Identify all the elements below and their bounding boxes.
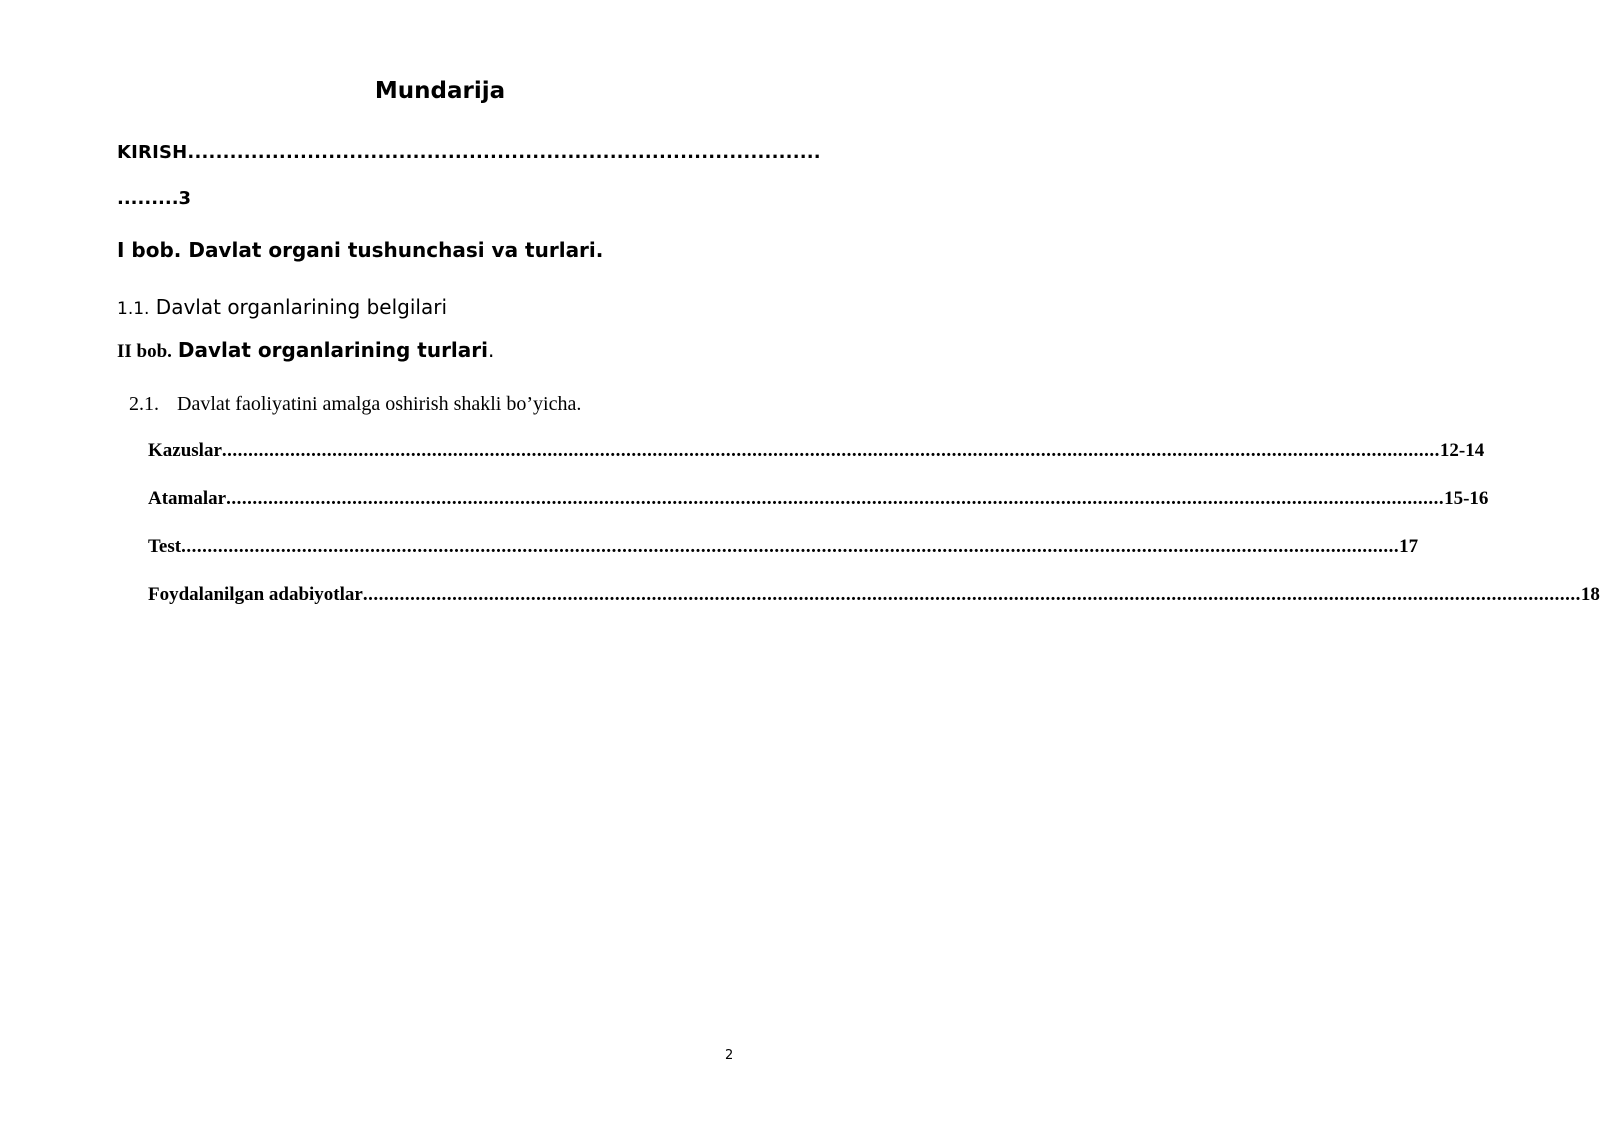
toc-kirish-line-1: KIRISH.......................................................................................... [117, 142, 821, 163]
toc-leader-dots [363, 584, 1581, 606]
toc-entry-page: 12-14 [1439, 440, 1485, 461]
toc-leader-dots [222, 440, 1440, 462]
toc-chapter-2 [117, 338, 494, 363]
section-number: 1.1. [117, 299, 150, 319]
toc-entry-atamalar [148, 488, 1489, 510]
chapter-prefix: II bob. [117, 341, 172, 362]
chapter-dot: . [488, 338, 495, 362]
toc-entry-page: 18 [1580, 584, 1600, 605]
section-number: 2.1. [129, 393, 159, 415]
section-title: Davlat faoliyatini amalga oshirish shakli bo’yicha. [177, 393, 582, 415]
section-title: Davlat organlarining belgilari [149, 295, 448, 319]
page-number: 2 [725, 1048, 734, 1063]
page-title: Mundarija [374, 78, 506, 104]
toc-entry-label: Foydalanilgan adabiyotlar [148, 584, 363, 605]
toc-leader-dots [226, 488, 1444, 510]
toc-entry-page: 17 [1399, 536, 1419, 557]
toc-entry-label: Kazuslar [148, 440, 222, 461]
chapter-heading: Davlat organlarining turlari [177, 338, 488, 362]
toc-section-2-1 [129, 393, 581, 416]
toc-entry-test [148, 536, 1419, 558]
toc-entry-label: Test [148, 536, 182, 557]
toc-entry-page: 15-16 [1444, 488, 1489, 509]
toc-entry-kazuslar [148, 440, 1485, 462]
toc-section-1-1 [117, 295, 447, 319]
toc-chapter-1: I bob. Davlat organi tushunchasi va turlari. [117, 238, 604, 262]
toc-leader-dots [181, 536, 1399, 558]
toc-kirish-line-2: .........3 [117, 188, 192, 209]
toc-entry-label: Atamalar [148, 488, 227, 509]
toc-entry-adabiyotlar [148, 584, 1600, 606]
